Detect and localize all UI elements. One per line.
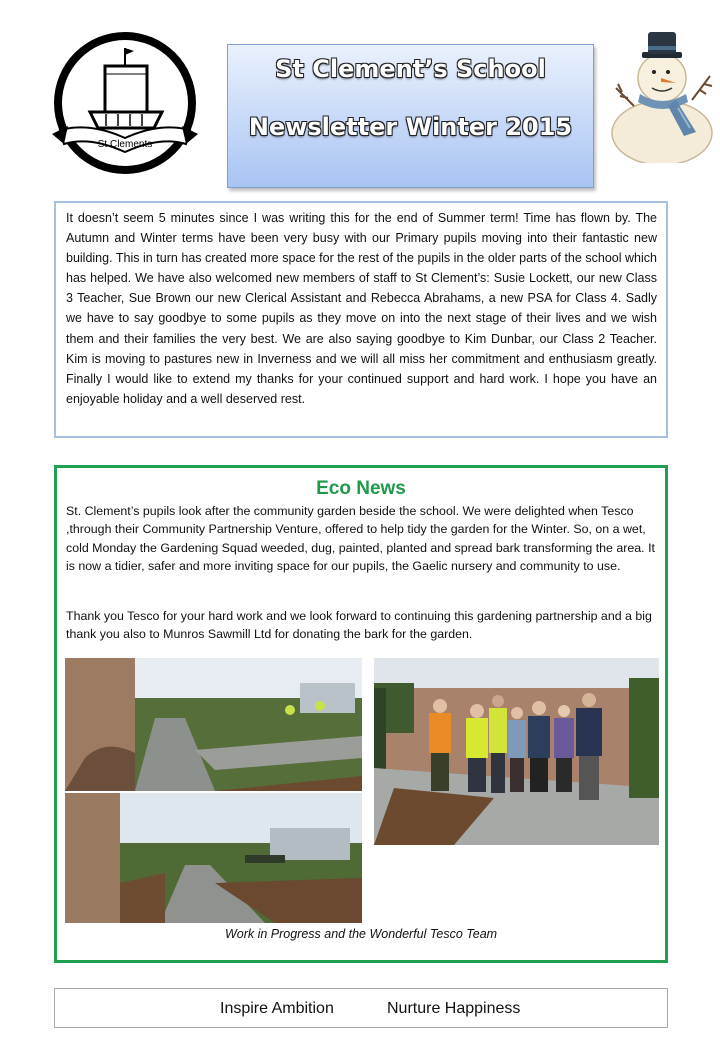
eco-news-heading: Eco News <box>316 478 406 499</box>
logo-banner-text: St Clements <box>97 139 153 150</box>
newsletter-edition-title: Newsletter Winter 2015 <box>248 113 573 141</box>
eco-news-paragraph-2: Thank you Tesco for your hard work and we look forward to continuing this gardening partnership and a big thank you also to Munros Sawmill Ltd for donating the bark for the garden. <box>66 609 652 642</box>
school-logo <box>50 28 200 178</box>
snowman-illustration <box>604 28 714 163</box>
newsletter-title-box <box>227 44 594 188</box>
school-name-title: St Clement’s School <box>275 55 546 83</box>
motto-inspire-ambition: Inspire Ambition <box>220 1000 334 1017</box>
motto-nurture-happiness: Nurture Happiness <box>387 1000 521 1017</box>
garden-work-photo-2 <box>65 793 362 923</box>
eco-news-section <box>54 465 668 963</box>
eco-news-paragraph-1: St. Clement’s pupils look after the community garden beside the school. We were delighted when Tesco ,through their Community Partnership Venture, offered to help tidy the garden for the Winter. So, on a wet, cold Monday the Gardening Squad weeded, dug, painted, planted and spread bark transforming the area. It is now a tidier, safer and more inviting space for our pupils, the Gaelic nursery and community to use. <box>66 504 655 574</box>
headteacher-message-box <box>54 201 668 438</box>
headteacher-message-text: It doesn’t seem 5 minutes since I was writing this for the end of Summer term! Time has flown by. The Autumn and Winter terms have been very busy with our Primary pupils moving into their fantastic new building. This in turn has created more space for the rest of the pupils in the older parts of the school which has helped. We have also welcomed new members of staff to St Clement’s: Susie Lockett, our new Class 3 Teacher, Sue Brown our new Clerical Assistant and Rebecca Abrahams, a new PSA for Class 4. Sadly we have to say goodbye to some pupils as they move on into the next stage of their lives and we wish them and their families the very best. We are also saying goodbye to Kim Dunbar, our Class 2 Teacher. Kim is moving to pastures new in Inverness and we will all miss her commitment and enthusiasm greatly. Finally I would like to extend my thanks for your continued support and hard work. I hope you have an enjoyable holiday and a well deserved rest. <box>66 211 657 406</box>
garden-work-photo-1 <box>65 658 362 791</box>
school-motto-footer <box>54 988 668 1028</box>
photo-caption: Work in Progress and the Wonderful Tesco Team <box>224 927 498 941</box>
tesco-team-photo <box>374 658 659 845</box>
